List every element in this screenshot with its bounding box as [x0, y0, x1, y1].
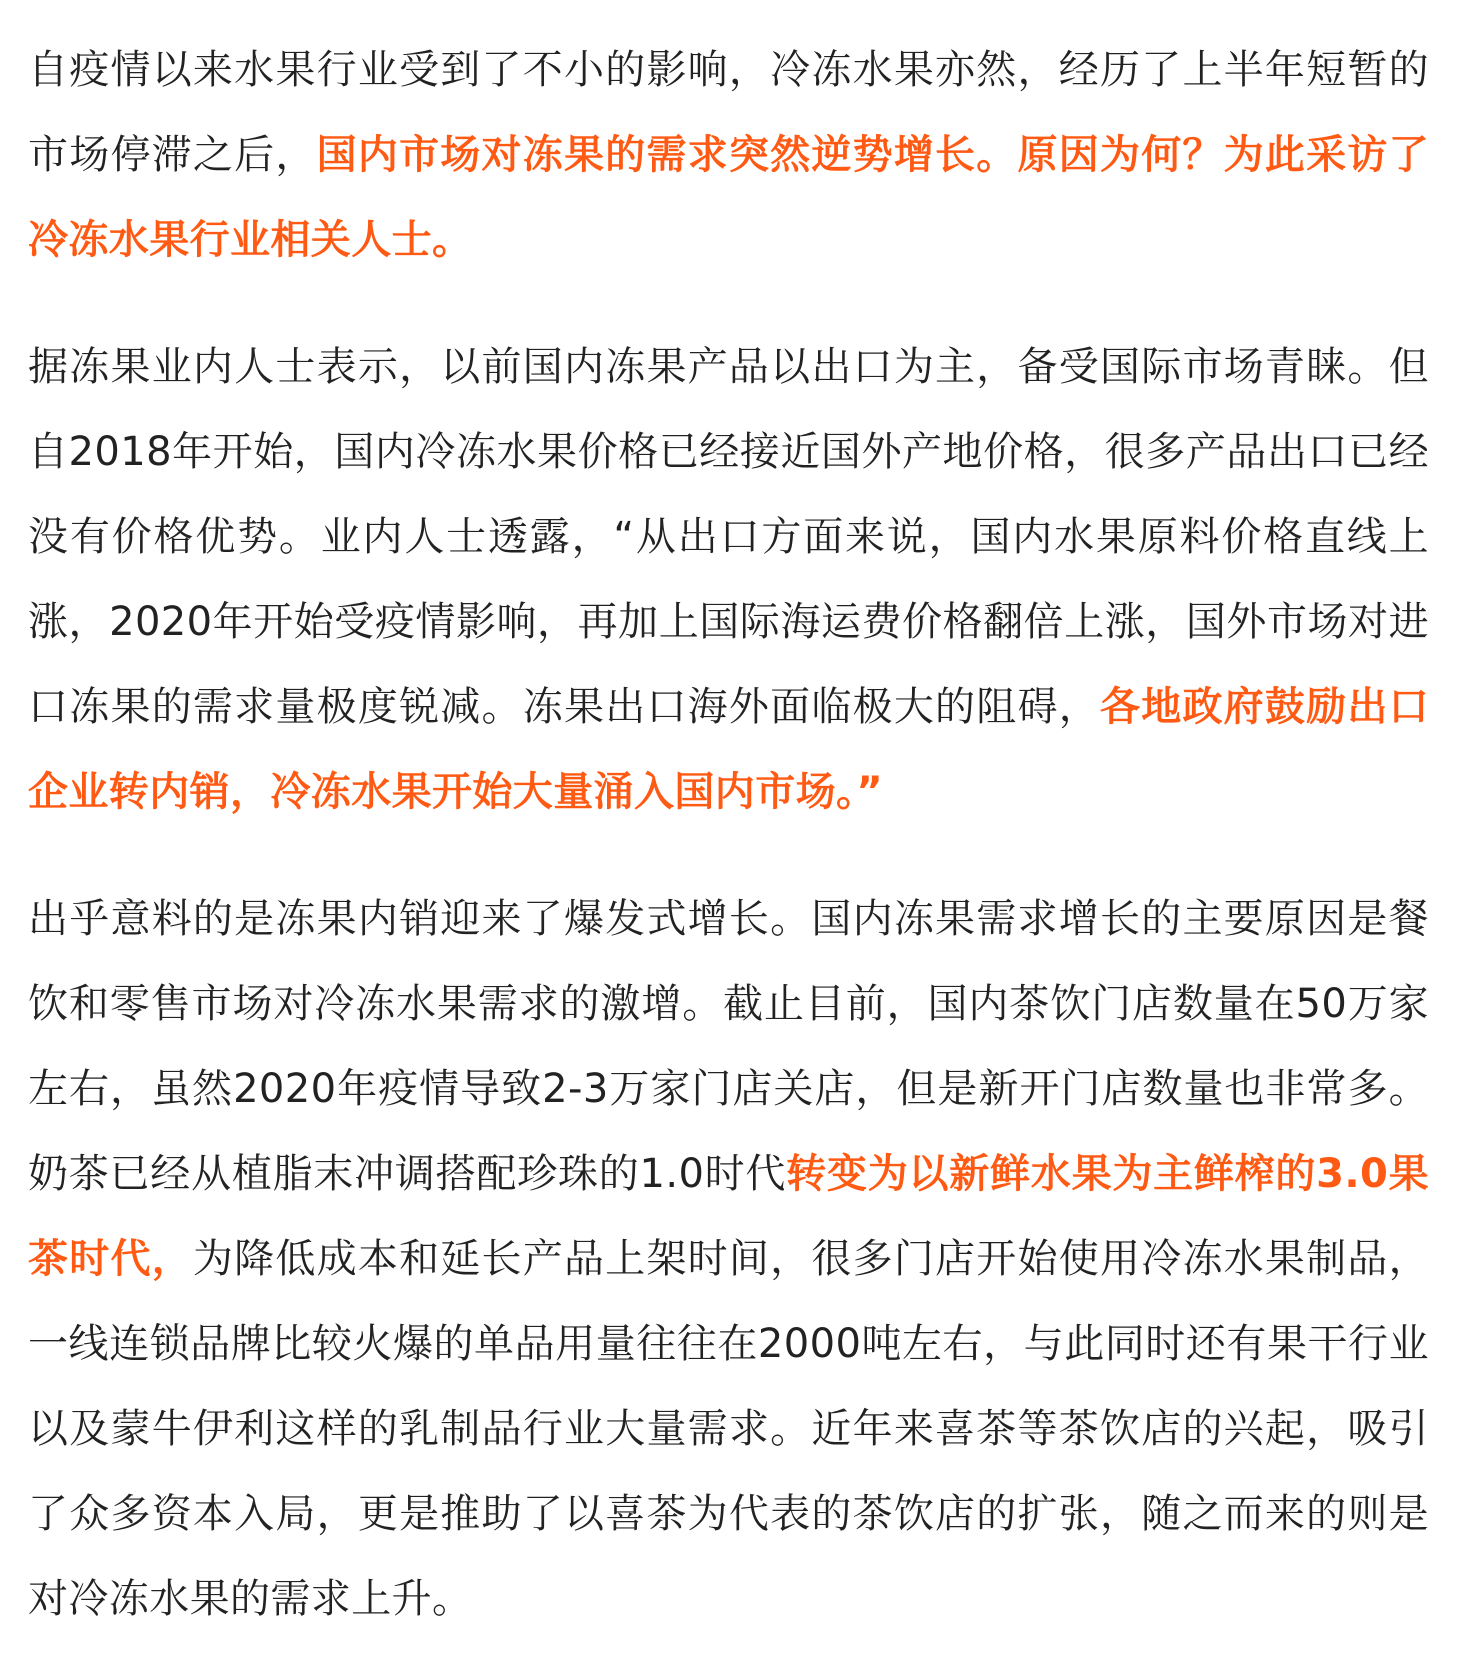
paragraph-3-text-b: 为降低成本和延长产品上架时间，很多门店开始使用冷冻水果制品，一线连锁品牌比较火爆的单品用量往往在2000吨左右，与此同时还有果干行业以及蒙牛伊利这样的乳制品行业大量需求。近年来喜茶等茶饮店的兴起，吸引了众多资本入局，更是推助了以喜茶为代表的茶饮店的扩张，随之而来的则是对冷冻水果的需求上升。 [28, 1236, 1429, 1622]
paragraph-2-text: 据冻果业内人士表示，以前国内冻果产品以出口为主，备受国际市场青睐。但自2018年开始，国内冷冻水果价格已经接近国外产地价格，很多产品出口已经没有价格优势。业内人士透露，“从出口方面来说，国内水果原料价格直线上涨，2020年开始受疫情影响，再加上国际海运费价格翻倍上涨，国外市场对进口冻果的需求量极度锐减。冻果出口海外面临极大的阻碍， [28, 344, 1429, 730]
paragraph-3-highlight: 转变为以新鲜水果为主鲜榨的3.0果茶时代， [28, 1151, 1429, 1282]
paragraph-2 [28, 325, 1429, 835]
paragraph-1 [28, 28, 1429, 283]
paragraph-2-highlight: 各地政府鼓励出口企业转内销，冷冻水果开始大量涌入国内市场。” [28, 684, 1429, 815]
paragraph-1-highlight: 国内市场对冻果的需求突然逆势增长。原因为何？为此采访了冷冻水果行业相关人士。 [28, 132, 1429, 263]
paragraph-1-text: 自疫情以来水果行业受到了不小的影响，冷冻水果亦然，经历了上半年短暂的市场停滞之后， [28, 47, 1429, 178]
paragraph-3-text-a: 出乎意料的是冻果内销迎来了爆发式增长。国内冻果需求增长的主要原因是餐饮和零售市场对冷冻水果需求的激增。截止目前，国内茶饮门店数量在50万家左右，虽然2020年疫情导致2-3万家门店关店，但是新开门店数量也非常多。奶茶已经从植脂末冲调搭配珍珠的1.0时代 [28, 896, 1429, 1197]
paragraph-3 [28, 877, 1429, 1642]
